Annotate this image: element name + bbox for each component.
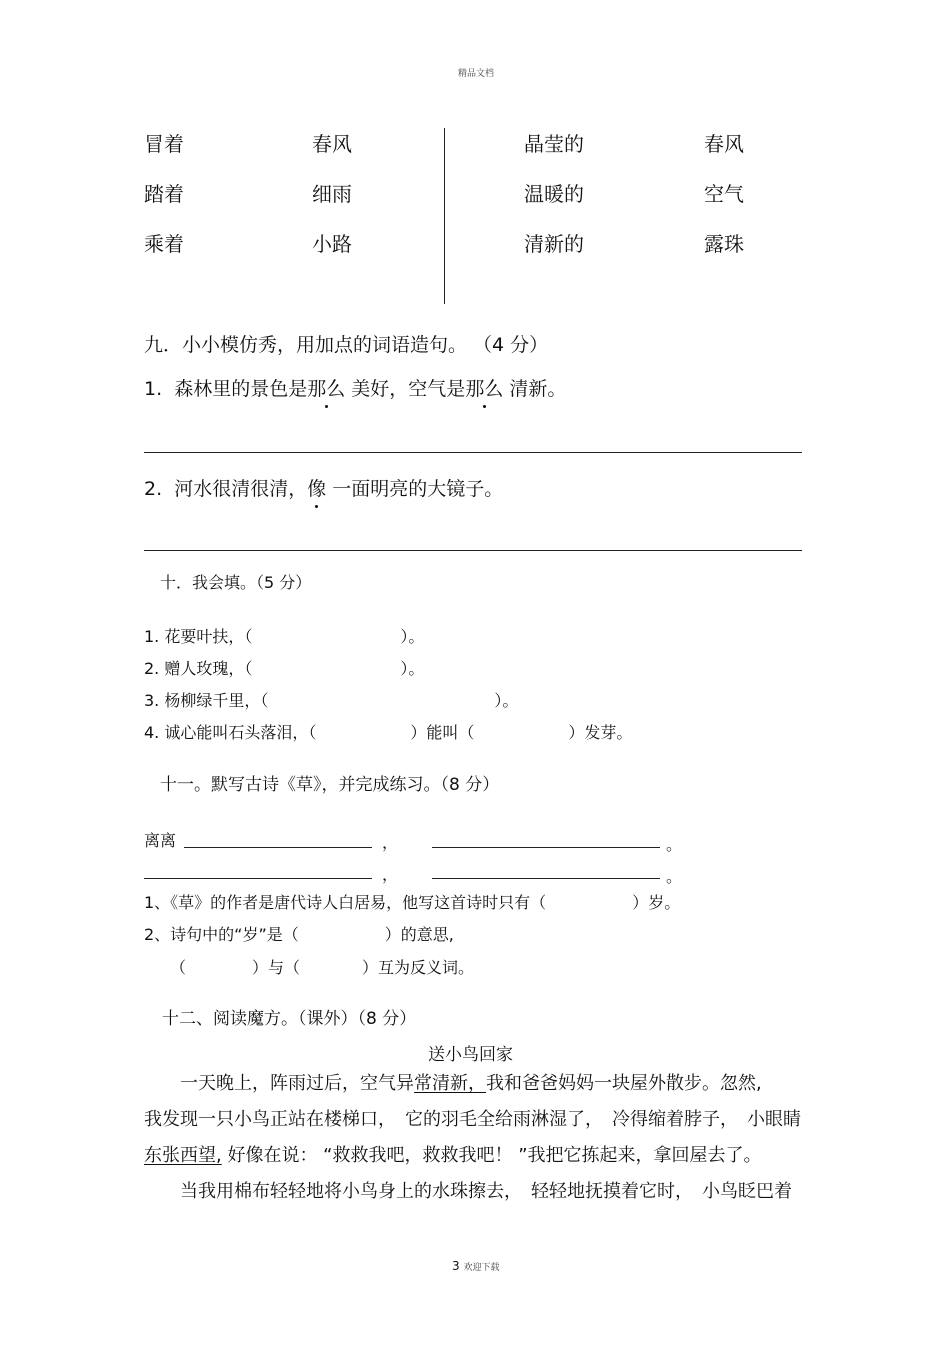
underlined-phrase: 常清新， <box>414 1073 486 1094</box>
poem-blank[interactable] <box>432 847 660 848</box>
answer-line[interactable] <box>144 452 802 453</box>
answer-line[interactable] <box>144 550 802 551</box>
q9-sentence-2 <box>144 474 503 501</box>
question-text: ）互为反义词。 <box>362 958 475 977</box>
story-line <box>144 1138 804 1174</box>
dotted-word: 像 <box>307 474 326 501</box>
question-text: （ <box>170 958 187 977</box>
story-title: 送小鸟回家 <box>428 1045 513 1065</box>
match-word: 细雨 <box>312 182 352 206</box>
poem-line-1-start: 离离 <box>144 831 177 850</box>
underlined-phrase: 东张西望, <box>144 1145 222 1166</box>
match-word: 乘着 <box>144 232 184 256</box>
sentence-text: 美好，空气是 <box>345 378 466 400</box>
question-text: 2、诗句中的“岁”是（ <box>144 925 299 944</box>
match-word: 小路 <box>312 232 352 256</box>
q9-sentence-1 <box>144 374 566 401</box>
q10-title: 十．我会填。（5 分） <box>160 573 312 592</box>
question-text: 1、《草》的作者是唐代诗人白居易，他写这首诗时只有（ <box>144 893 547 912</box>
page-number <box>452 1259 499 1273</box>
fill-item <box>144 720 632 743</box>
sentence-number: 2. <box>144 478 163 500</box>
header-watermark: 精品文档 <box>458 69 495 79</box>
q11-sub-2 <box>144 922 454 945</box>
fill-item <box>144 656 424 679</box>
sentence-text: 河水很清很清， <box>174 478 308 500</box>
story-text: 我和爸爸妈妈一块屋外散步。忽然, <box>486 1073 762 1094</box>
match-word: 清新的 <box>524 232 584 256</box>
sentence-text: 一面明亮的大镜子。 <box>326 478 504 500</box>
fill-text: ）。 <box>400 627 425 646</box>
poem-period: 。 <box>666 867 683 886</box>
q11-sub-1 <box>144 890 680 913</box>
q11-title: 十一。默写古诗《草》，并完成练习。（8 分） <box>160 775 500 795</box>
match-word: 冒着 <box>144 132 184 156</box>
story-line: 当我用棉布轻轻地将小鸟身上的水珠擦去， 轻轻地抚摸着它时， 小鸟眨巴着 <box>180 1181 792 1202</box>
question-text: ）与（ <box>252 958 301 977</box>
match-word: 温暖的 <box>524 182 584 206</box>
match-word: 春风 <box>704 132 744 156</box>
dotted-word: 那么 <box>307 374 345 401</box>
question-text: ）岁。 <box>632 893 681 912</box>
q9-title: 九．小小模仿秀，用加点的词语造句。 （4 分） <box>144 334 549 356</box>
q12-title: 十二、阅读魔方。（课外）（8 分） <box>162 1009 417 1029</box>
sentence-number: 1. <box>144 378 163 400</box>
sentence-text: 森林里的景色是 <box>174 378 308 400</box>
q11-sub-3 <box>170 955 474 978</box>
match-word: 晶莹的 <box>524 132 584 156</box>
fill-text: ）能叫（ <box>410 723 475 742</box>
match-word: 露珠 <box>704 232 744 256</box>
question-text: ）的意思, <box>384 925 454 944</box>
poem-blank[interactable] <box>432 878 660 879</box>
sentence-text: 清新。 <box>503 378 567 400</box>
fill-text: ）发芽。 <box>568 723 633 742</box>
poem-comma: ， <box>382 865 399 884</box>
page-number-digit: 3 <box>452 1259 460 1273</box>
fill-text: 1. 花要叶扶，（ <box>144 627 253 646</box>
fill-text: ）。 <box>400 659 425 678</box>
fill-text: ）。 <box>494 691 519 710</box>
dotted-word: 那么 <box>465 374 503 401</box>
match-word: 春风 <box>312 132 352 156</box>
story-line <box>180 1066 840 1102</box>
fill-item <box>144 624 424 647</box>
story-text: 好像在说： “救救我吧，救救我吧！ ”我把它拣起来，拿回屋去了。 <box>221 1145 762 1166</box>
fill-text: 3. 杨柳绿千里，（ <box>144 691 269 710</box>
story-text: 一天晚上，阵雨过后，空气异 <box>180 1073 414 1094</box>
match-word: 踏着 <box>144 182 184 206</box>
poem-period: 。 <box>666 835 683 854</box>
poem-blank[interactable] <box>184 847 372 848</box>
poem-blank[interactable] <box>144 878 372 879</box>
match-word: 空气 <box>704 182 744 206</box>
column-divider <box>444 128 445 304</box>
fill-text: 2. 赠人玫瑰，（ <box>144 659 253 678</box>
story-line: 我发现一只小鸟正站在楼梯口， 它的羽毛全给雨淋湿了， 冷得缩着脖子， 小眼睛 <box>144 1109 801 1130</box>
footer-text: 欢迎下载 <box>463 1263 500 1273</box>
fill-text: 4. 诚心能叫石头落泪，（ <box>144 723 317 742</box>
fill-item <box>144 688 518 711</box>
poem-comma: ， <box>382 833 399 852</box>
